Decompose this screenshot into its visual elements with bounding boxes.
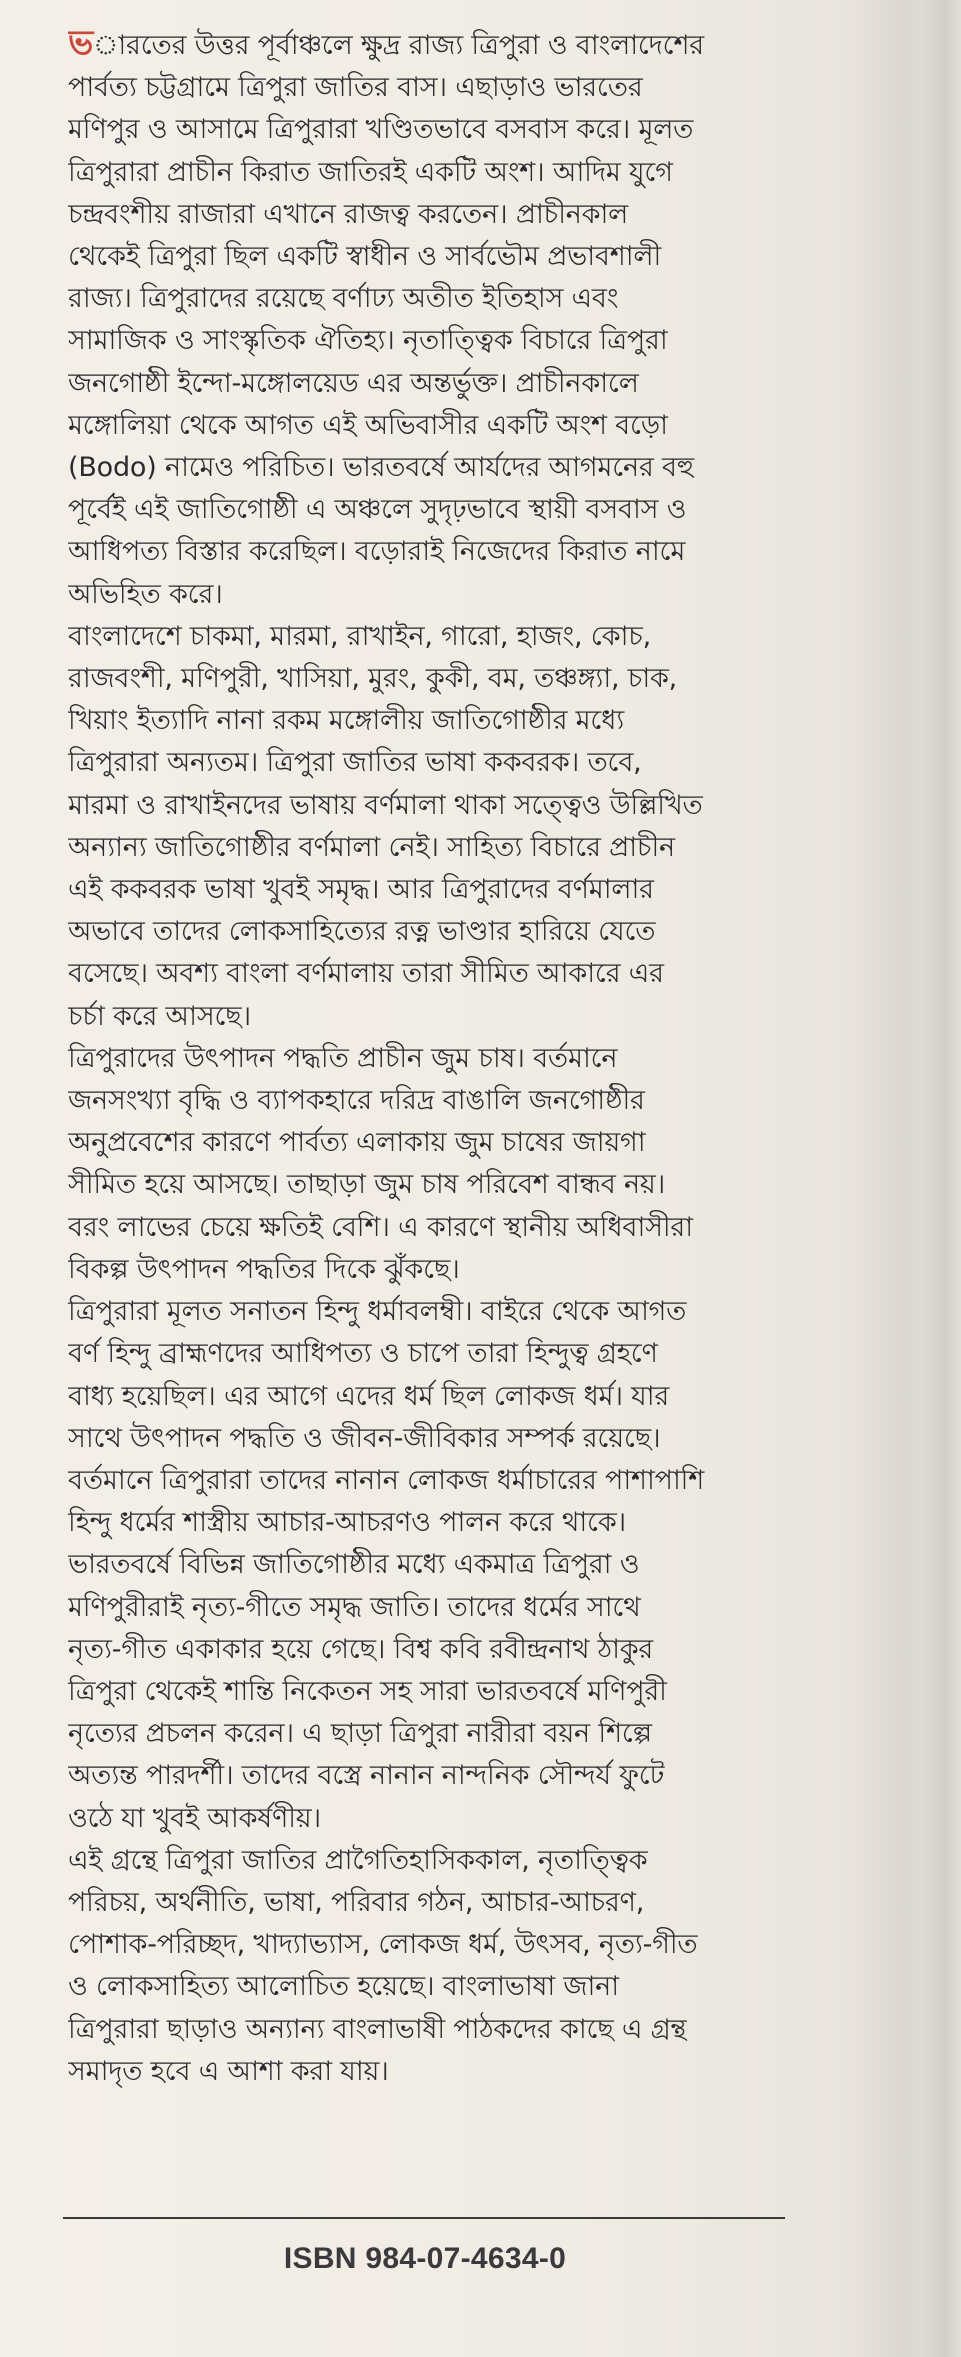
cover-edge-shadow [921,0,961,2357]
text-line: জনগোষ্ঠী ইন্দো-মঙ্গোলয়েড এর অন্তর্ভুক্ত। প্রাচীনকালে [68,367,639,399]
blurb-text [68,22,783,2093]
text-line: বাংলাদেশে চাকমা, মারমা, রাখাইন, গারো, হাজং, কোচ, [68,620,651,652]
text-line: ত্রিপুরারা ছাড়াও অন্যান্য বাংলাভাষী পাঠকদের কাছে এ গ্রন্থ [68,2013,687,2045]
text-line: ভারতবর্ষে বিভিন্ন জাতিগোষ্ঠীর মধ্যে একমাত্র ত্রিপুরা ও [68,1549,640,1581]
text-line: চন্দ্রবংশীয় রাজারা এখানে রাজত্ব করতেন। প্রাচীনকাল [68,198,629,230]
text-line: অত্যন্ত পারদর্শী। তাদের বস্ত্রে নানান নান্দনিক সৌন্দর্য ফুটে [68,1760,665,1792]
text-line: ত্রিপুরা থেকেই শান্তি নিকেতন সহ সারা ভারতবর্ষে মণিপুরী [68,1675,667,1707]
text-line: বিকল্প উৎপাদন পদ্ধতির দিকে ঝুঁকছে। [68,1253,460,1285]
text-line: মণিপুরীরাই নৃত্য-গীতে সমৃদ্ধ জাতি। তাদের ধর্মের সাথে [68,1591,641,1623]
text-line: বর্ণ হিন্দু ব্রাহ্মণদের আধিপত্য ও চাপে তারা হিন্দুত্ব গ্রহণে [68,1338,658,1370]
text-line: পরিচয়, অর্থনীতি, ভাষা, পরিবার গঠন, আচার-আচরণ, [68,1886,645,1918]
text-line: ত্রিপুরারা প্রাচীন কিরাত জাতিরই একটি অংশ। আদিম যুগে [68,156,673,188]
text-line: রাজ্য। ত্রিপুরাদের রয়েছে বর্ণাঢ্য অতীত ইতিহাস এবং [68,283,619,315]
blurb-paragraph [68,1544,783,1839]
text-line: ভারতের উত্তর পূর্বাঞ্চলে ক্ষুদ্র রাজ্য ত্রিপুরা ও বাংলাদেশের [68,23,704,63]
text-line: ওঠে যা খুবই আকর্ষণীয়। [68,1802,321,1834]
text-line: আধিপত্য বিস্তার করেছিল। বড়োরাই নিজেদের কিরাত নামে [68,536,686,568]
divider-line [63,2217,785,2219]
text-line: রাজবংশী, মণিপুরী, খাসিয়া, মুরং, কুকী, বম, তঞ্চঙ্গ্যা, চাক, [68,663,678,695]
text-line: ত্রিপুরারা মূলত সনাতন হিন্দু ধর্মাবলম্বী। বাইরে থেকে আগত [68,1296,687,1328]
text-line: এই গ্রন্থে ত্রিপুরা জাতির প্রাগৈতিহাসিককাল, নৃতাত্ত্বিক [68,1844,648,1876]
text-line: নৃত্য-গীত একাকার হয়ে গেছে। বিশ্ব কবি রবীন্দ্রনাথ ঠাকুর [68,1633,654,1665]
text-line: মঙ্গোলিয়া থেকে আগত এই অভিবাসীর একটি অংশ বড়ো [68,409,668,441]
text-line: অনুপ্রবেশের কারণে পার্বত্য এলাকায় জুম চাষের জায়গা [68,1127,646,1159]
blurb-paragraph [68,1840,783,2093]
text-line: থেকেই ত্রিপুরা ছিল একটি স্বাধীন ও সার্বভৌম প্রভাবশালী [68,241,661,273]
text-line: বসেছে। অবশ্য বাংলা বর্ণমালায় তারা সীমিত আকারে এর [68,958,664,990]
text-line: (Bodo) নামেও পরিচিত। ভারতবর্ষে আর্যদের আগমনের বহু [68,452,694,484]
text-line: জনসংখ্যা বৃদ্ধি ও ব্যাপকহারে দরিদ্র বাঙালি জনগোষ্ঠীর [68,1085,645,1117]
text-line: ও লোকসাহিত্য আলোচিত হয়েছে। বাংলাভাষা জানা [68,1971,619,2003]
text-line: সামাজিক ও সাংস্কৃতিক ঐতিহ্য। নৃতাত্ত্বিক বিচারে ত্রিপুরা [68,325,668,357]
text-line: মণিপুর ও আসামে ত্রিপুরারা খণ্ডিতভাবে বসবাস করে। মূলত [68,114,694,146]
text-line: এই ককবরক ভাষা খুবই সমৃদ্ধ। আর ত্রিপুরাদের বর্ণমালার [68,874,654,906]
text-line: বরং লাভের চেয়ে ক্ষতিই বেশি। এ কারণে স্থানীয় অধিবাসীরা [68,1211,693,1243]
isbn-number: ISBN 984-07-4634-0 [283,2242,567,2275]
text-line: নৃত্যের প্রচলন করেন। এ ছাড়া ত্রিপুরা নারীরা বয়ন শিল্পে [68,1718,652,1750]
text-line: সাথে উৎপাদন পদ্ধতি ও জীবন-জীবিকার সম্পর্ক রয়েছে। [68,1422,661,1454]
drop-cap-letter: ভ [68,23,94,63]
text-line: চর্চা করে আসছে। [68,1000,251,1032]
text-line: পূর্বেই এই জাতিগোষ্ঠী এ অঞ্চলে সুদৃঢ়ভাবে স্থায়ী বসবাস ও [68,494,687,526]
text-line: ত্রিপুরাদের উৎপাদন পদ্ধতি প্রাচীন জুম চাষ। বর্তমানে [68,1042,618,1074]
text-line: অন্যান্য জাতিগোষ্ঠীর বর্ণমালা নেই। সাহিত্য বিচারে প্রাচীন [68,831,675,863]
blurb-paragraph [68,1291,783,1544]
text-line: অভিহিত করে। [68,578,223,610]
blurb-paragraph [68,616,783,1038]
text-line: সীমিত হয়ে আসছে। তাছাড়া জুম চাষ পরিবেশ বান্ধব নয়। [68,1169,666,1201]
text-line: সমাদৃত হবে এ আশা করা যায়। [68,2055,389,2087]
text-line: অভাবে তাদের লোকসাহিত্যের রত্ন ভাণ্ডার হারিয়ে যেতে [68,916,656,948]
blurb-paragraph [68,1038,783,1291]
blurb-paragraph [68,22,783,616]
text-line: ত্রিপুরারা অন্যতম। ত্রিপুরা জাতির ভাষা ককবরক। তবে, [68,747,642,779]
text-line: হিন্দু ধর্মের শাস্ত্রীয় আচার-আচরণও পালন করে থাকে। [68,1507,626,1539]
text-line: খিয়াং ইত্যাদি নানা রকম মঙ্গোলীয় জাতিগোষ্ঠীর মধ্যে [68,705,625,737]
text-line: বর্তমানে ত্রিপুরারা তাদের নানান লোকজ ধর্মাচারের পাশাপাশি [68,1464,705,1496]
text-line: বাধ্য হয়েছিল। এর আগে এদের ধর্ম ছিল লোকজ ধর্ম। যার [68,1380,670,1412]
text-line: পার্বত্য চট্টগ্রামে ত্রিপুরা জাতির বাস। এছাড়াও ভারতের [68,72,643,104]
text-line: পোশাক-পরিচ্ছদ, খাদ্যাভ্যাস, লোকজ ধর্ম, উৎসব, নৃত্য-গীত [68,1929,698,1961]
text-line: মারমা ও রাখাইনদের ভাষায় বর্ণমালা থাকা সত্ত্বেও উল্লিখিত [68,789,703,821]
